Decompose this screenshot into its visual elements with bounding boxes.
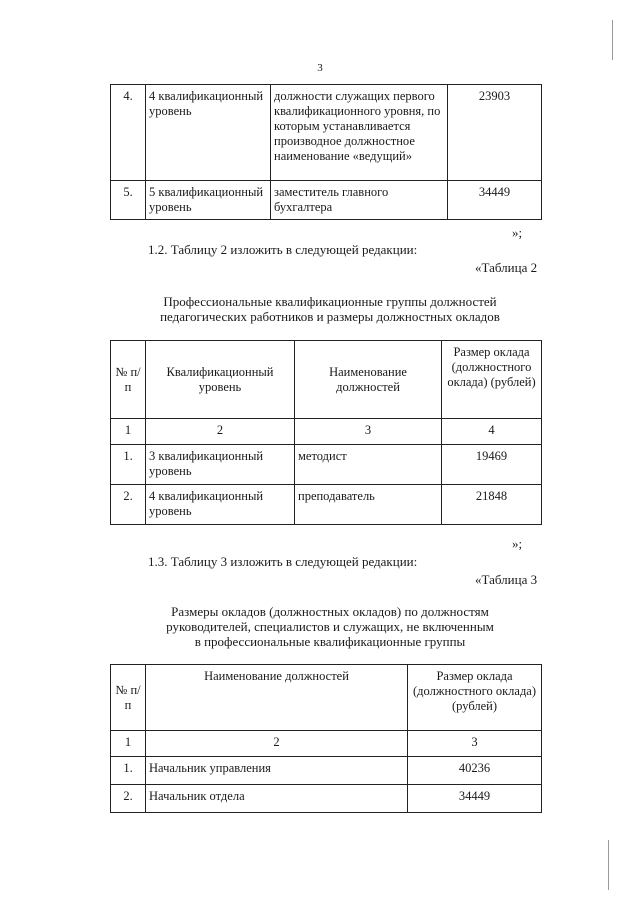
table-row xyxy=(111,785,542,813)
position-name: Начальник отдела xyxy=(146,785,408,813)
table-row xyxy=(111,757,542,785)
index-cell: 1 xyxy=(111,731,146,757)
section-1-2-text: 1.2. Таблицу 2 изложить в следующей редакции: xyxy=(148,242,418,257)
row-number: 1. xyxy=(111,757,146,785)
position-name: Начальник управления xyxy=(146,757,408,785)
salary-value: 34449 xyxy=(408,785,542,813)
index-cell: 1 xyxy=(111,419,146,445)
salary-value: 19469 xyxy=(442,445,542,485)
scan-edge-mark xyxy=(612,20,613,60)
table-3 xyxy=(110,664,542,813)
position-names: методист xyxy=(295,445,442,485)
row-number: 1. xyxy=(111,445,146,485)
table-3-caption-line-2: руководителей, специалистов и служащих, не включенным xyxy=(166,619,494,634)
salary-value: 21848 xyxy=(442,485,542,525)
table-header-row xyxy=(111,341,542,419)
position-names: должности служащих первого квалификационного уровня, по которым устанавливается производное должностное наименование «ведущий» xyxy=(271,85,448,181)
qualification-level: 4 квалификационный уровень xyxy=(146,485,295,525)
index-cell: 3 xyxy=(295,419,442,445)
header-position: Наименование должностей xyxy=(295,341,442,419)
position-names: заместитель главного бухгалтера xyxy=(271,181,448,220)
index-cell: 2 xyxy=(146,419,295,445)
index-cell: 3 xyxy=(408,731,542,757)
qualification-level: 4 квалификационный уровень xyxy=(146,85,271,181)
table-3-caption-line-1: Размеры окладов (должностных окладов) по должностям xyxy=(171,604,489,619)
scan-edge-mark xyxy=(608,840,609,890)
table-2-closing: »; xyxy=(512,536,523,551)
page-number: 3 xyxy=(317,62,323,74)
row-number: 4. xyxy=(111,85,146,181)
index-cell: 2 xyxy=(146,731,408,757)
header-salary: Размер оклада (должностного оклада) (рублей) xyxy=(442,341,542,419)
row-number: 2. xyxy=(111,485,146,525)
header-salary: Размер оклада (должностного оклада) (рублей) xyxy=(408,665,542,731)
index-cell: 4 xyxy=(442,419,542,445)
header-number: № п/п xyxy=(111,341,146,419)
row-number: 2. xyxy=(111,785,146,813)
row-number: 5. xyxy=(111,181,146,220)
table-2 xyxy=(110,340,542,525)
position-names: преподаватель xyxy=(295,485,442,525)
salary-value: 40236 xyxy=(408,757,542,785)
table-row xyxy=(111,85,542,181)
header-number: № п/п xyxy=(111,665,146,731)
table-2-label: «Таблица 2 xyxy=(475,260,538,275)
header-level: Квалификационный уровень xyxy=(146,341,295,419)
table-3-label: «Таблица 3 xyxy=(475,572,538,587)
table-1 xyxy=(110,84,542,220)
header-position: Наименование должностей xyxy=(146,665,408,731)
qualification-level: 5 квалификационный уровень xyxy=(146,181,271,220)
salary-value: 34449 xyxy=(448,181,542,220)
table-2-caption-line-1: Профессиональные квалификационные группы должностей xyxy=(163,294,497,309)
table-row xyxy=(111,445,542,485)
index-row xyxy=(111,419,542,445)
table-2-caption-line-2: педагогических работников и размеры должностных окладов xyxy=(160,309,500,324)
table-row xyxy=(111,485,542,525)
table-1-closing: »; xyxy=(512,225,523,240)
table-3-caption-line-3: в профессиональные квалификационные группы xyxy=(194,634,466,649)
qualification-level: 3 квалификационный уровень xyxy=(146,445,295,485)
table-row xyxy=(111,181,542,220)
salary-value: 23903 xyxy=(448,85,542,181)
index-row xyxy=(111,731,542,757)
section-1-3-text: 1.3. Таблицу 3 изложить в следующей редакции: xyxy=(148,554,418,569)
table-header-row xyxy=(111,665,542,731)
